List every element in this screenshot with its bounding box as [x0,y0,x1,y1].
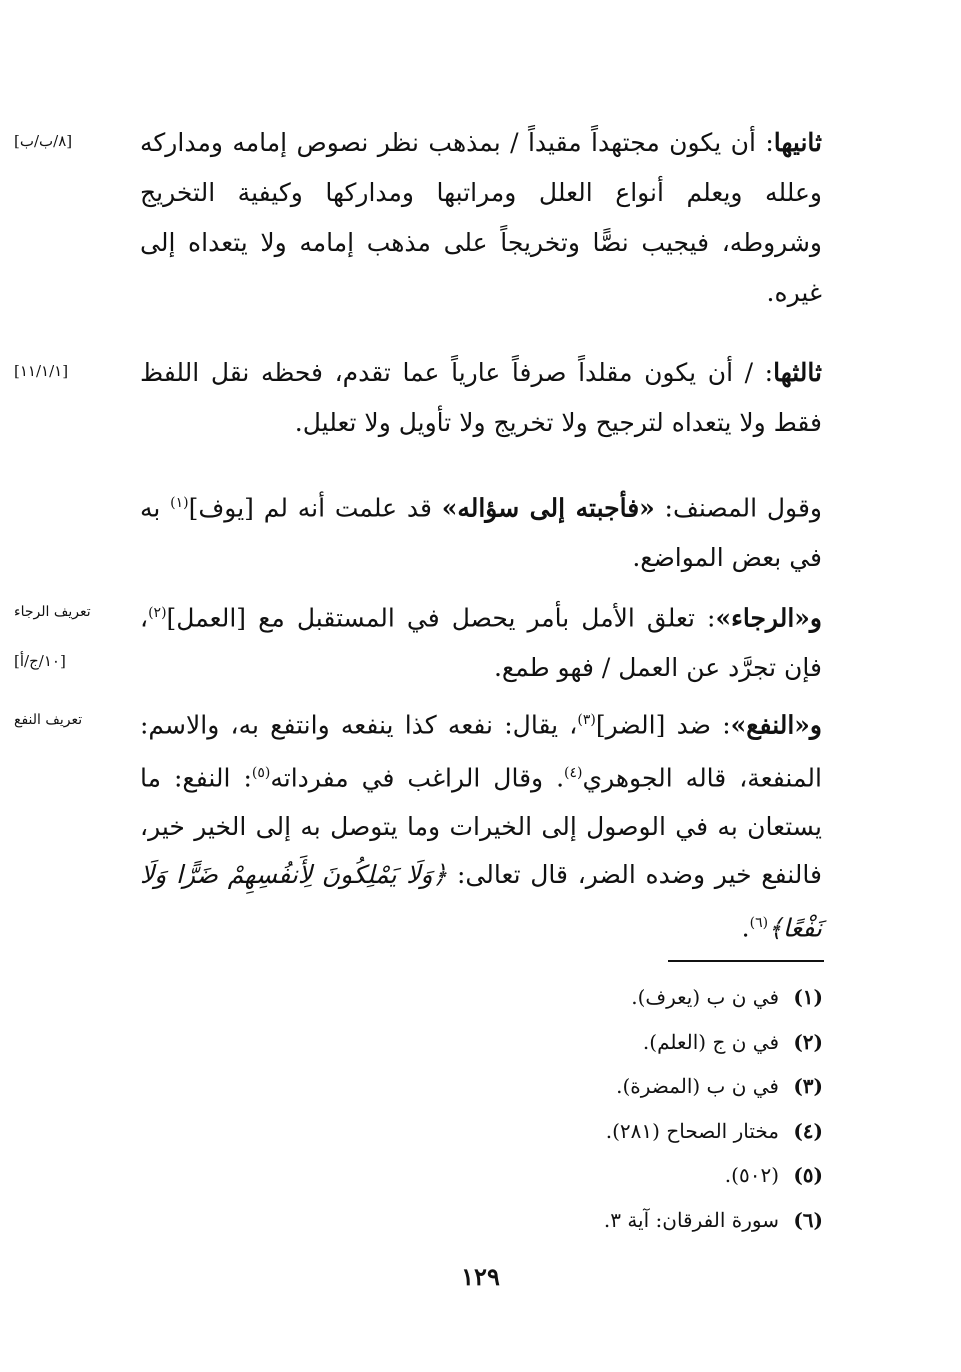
footnote-ref: (٤) [564,765,583,782]
quran-verse: ﴿وَلَا يَمْلِكُونَ لِأَنفُسِهِمْ ضَرًّا وَلَا نَفْعًا﴾ [140,859,822,942]
paragraph-text: : ضد [الضر] [595,710,731,740]
margin-topic-label: تعريف النفع [14,712,83,728]
footnote-item [403,1109,823,1154]
footnote-text: في ن ب (يعرف). [631,985,779,1009]
quoted-term: و«الرجاء» [715,603,822,633]
paragraph-benefit-definition [140,696,822,952]
paragraph-text: . وقال الراغب في مفرداته [270,763,565,793]
margin-topic-label: تعريف الرجاء [14,604,91,620]
footnote-number: (٦) [793,1207,823,1232]
paragraph-text: : تعلق الأمل بأمر يحصل في المستقبل مع [العمل] [166,603,716,633]
quoted-phrase: «فأجبته إلى سؤاله» [441,493,655,523]
footnote-number: (٣) [793,1074,823,1098]
footnote-ref: (٢) [148,605,167,621]
margin-manuscript-ref: [١١/١/١] [14,362,69,380]
paragraph-text: ، فإن تجرَّد عن العمل / فهو طمع. [140,603,822,683]
footnote-item [403,1020,823,1065]
footnote-text: مختار الصحاح (٢٨١). [605,1118,779,1143]
paragraph-lead: ثانيها [773,128,822,157]
paragraph-author-quote [140,478,822,583]
footnote-number: (٥) [793,1163,823,1187]
page-number: ١٢٩ [461,1262,500,1291]
paragraph-text: به في بعض المواضع. [140,493,822,573]
margin-manuscript-ref: [٨/ب/ب] [14,132,73,150]
footnote-separator [668,960,824,962]
footnote-text: سورة الفرقان: آية ٣. [603,1207,779,1232]
paragraph-text: . [741,912,750,942]
paragraph-text: ، يقال: نفعه كذا ينفعه وانتفع به، والاسم: المنفعة، قاله الجوهري [140,710,822,793]
footnote-item [403,1198,823,1243]
paragraph-text: : أن يكون مجتهداً مقيداً / بمذهب نظر نصوص إمامه ومداركه وعلله ويعلم أنواع العلل ومراتبها ومداركها وكيفية التخريج وشروطه، فيجيب نصًّا وتخريجاً على مذهب إمامه ولا يتعداه إلى غيره. [140,128,822,307]
footnote-item [403,1064,823,1109]
footnote-ref: (٦) [749,914,769,931]
paragraph-text: : النفع: ما يستعان به في الوصول إلى الخيرات وما يتوصل به إلى الخير خير، فالنفع خير وضده الضر، قال تعالى: [140,763,822,889]
paragraph-hope-definition [140,588,822,693]
footnote-item [403,975,823,1020]
paragraph-text: قد علمت أنه لم [يوف] [188,493,442,523]
paragraph-text: : / أن يكون مقلداً صرفاً عارياً عما تقدم، فحظه نقل اللفظ فقط ولا يتعداه لترجيح ولا تخريج ولا تأويل ولا تعليل. [140,358,822,437]
paragraph-third-type [140,348,822,448]
footnote-ref: (٣) [577,712,596,728]
footnote-ref: (٥) [251,765,271,782]
paragraph-second-type [140,118,822,318]
footnote-number: (٤) [793,1118,823,1143]
margin-manuscript-ref: [١٠/ج/أ] [14,652,66,670]
footnote-text: في ن ج (العلم). [642,1029,779,1054]
footnote-text: في ن ب (المضرة). [616,1074,779,1098]
paragraph-lead: ثالثها [773,358,822,387]
footnote-item [403,1153,823,1198]
footnote-text: (٥٠٢). [724,1163,779,1187]
footnotes-list [403,975,823,1242]
paragraph-text: وقول المصنف: [654,493,822,523]
footnote-number: (٢) [793,1029,823,1054]
footnote-ref: (١) [170,495,189,511]
quoted-term: و«النفع» [730,710,823,740]
footnote-number: (١) [793,985,823,1009]
